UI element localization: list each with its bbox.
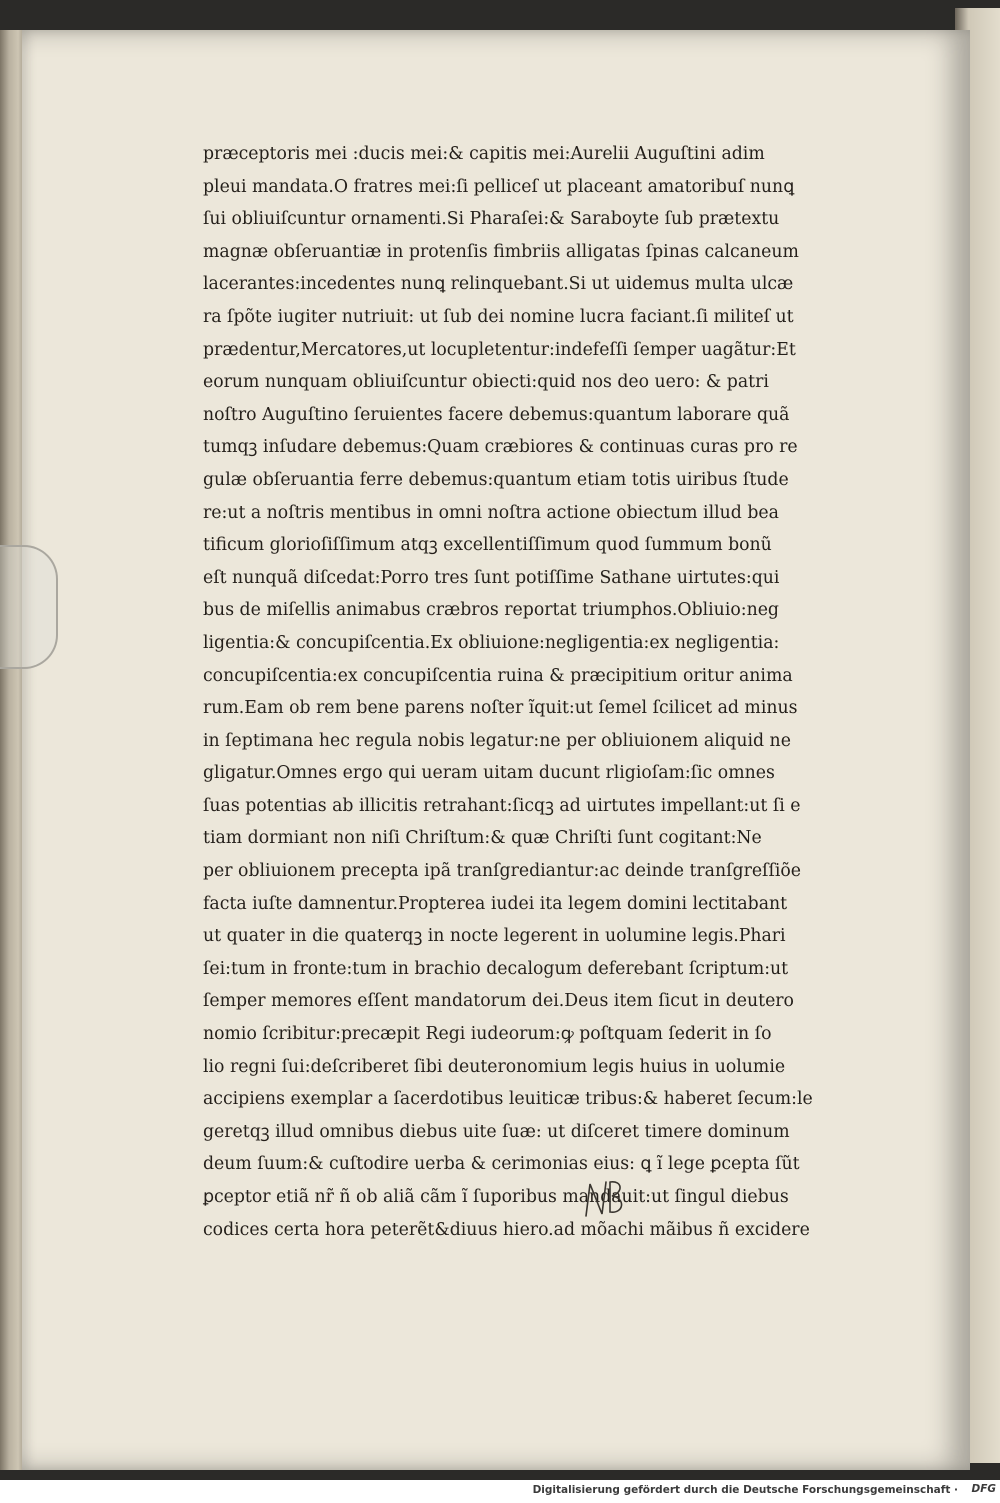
text-line: prædentur,Mercatores,ut locupletentur:indefeſſi ſemper uagãtur:Et xyxy=(203,339,796,360)
text-line: accipiens exemplar a ſacerdotibus leuiticæ tribus:& haberet ſecum:le xyxy=(203,1089,813,1110)
handwritten-mark-icon xyxy=(582,1176,630,1222)
text-line: codices certa hora peterẽt&diuus hiero.ad mõachi mãibus ñ excidere xyxy=(203,1219,810,1240)
text-line: concupiſcentia:ex concupiſcentia ruina & præcipitium oritur anima xyxy=(203,665,793,686)
text-line: facta iuſte damnentur.Propterea iudei ita legem domini lectitabant xyxy=(203,893,788,914)
text-line: magnæ obſeruantiæ in protenſis fimbriis alligatas ſpinas calcaneum xyxy=(203,241,799,262)
text-line: deum ſuum:& cuſtodire uerba & cerimonias eius: ꝗ ĩ lege ꝑcepta ſũt xyxy=(203,1154,800,1175)
footer-bar xyxy=(0,1480,1000,1503)
facing-page-marks xyxy=(988,240,1000,570)
text-line: lacerantes:incedentes nunꝗ relinquebant.Si ut uidemus multa ulcæ xyxy=(203,274,794,295)
text-line: lio regni ſui:deſcriberet ſibi deuteronomium legis huius in uolumie xyxy=(203,1056,786,1077)
text-line: tificum glorioſiſſimum atqꝫ excellentiſſimum quod ſummum bonũ xyxy=(203,535,772,556)
text-line: nomio ſcribitur:precæpit Regi iudeorum:ꝙ poſtquam ſederit in ſo xyxy=(203,1024,772,1045)
text-line: tumqꝫ inſudare debemus:Quam cræbiores & continuas curas pro re xyxy=(203,437,798,458)
text-line: noſtro Auguſtino ſeruientes facere debemus:quantum laborare quã xyxy=(203,404,790,425)
text-line: per obliuionem precepta ipã tranſgrediantur:ac deinde tranſgreſſiõe xyxy=(203,861,802,882)
text-line: ra ſpõte iugiter nutriuit: ut ſub dei nomine lucra faciant.ſi militeſ ut xyxy=(203,306,794,327)
text-line: eorum nunquam obliuiſcuntur obiecti:quid nos deo uero: & patri xyxy=(203,372,769,393)
text-line: gligatur.Omnes ergo qui ueram uitam ducunt rligioſam:ſic omnes xyxy=(203,763,775,784)
text-line: rum.Eam ob rem bene parens noſter ĩquit:ut ſemel ſcilicet ad minus xyxy=(203,698,798,719)
page-clip xyxy=(0,545,58,669)
funding-notice: Digitalisierung gefördert durch die Deutsche Forschungsgemeinschaft · xyxy=(532,1484,958,1496)
text-line: ſei:tum in fronte:tum in brachio decalogum deferebant ſcriptum:ut xyxy=(203,958,789,979)
text-line: eſt nunquã diſcedat:Porro tres ſunt potiſſime Sathane uirtutes:qui xyxy=(203,567,780,588)
text-line: ſui obliuiſcuntur ornamenti.Si Pharaſei:& Saraboyte ſub prætextu xyxy=(203,209,780,230)
text-line: tiam dormiant non niſi Chriſtum:& quæ Chriſti ſunt cogitant:Ne xyxy=(203,828,762,849)
text-line: ꝑceptor etiã nr̃ ñ ob aliã cãm ĩ ſuporibus mandauit:ut ſingul diebus xyxy=(203,1187,789,1207)
text-line: in ſeptimana hec regula nobis legatur:ne per obliuionem aliquid ne xyxy=(203,730,791,751)
text-line: ut quater in die quaterqꝫ in nocte legerent in uolumine legis.Phari xyxy=(203,926,786,947)
text-line: pleui mandata.O fratres mei:ſi pelliceſ ut placeant amatoribuſ nunꝗ xyxy=(203,176,795,197)
text-line: bus de miſellis animabus cræbros reportat triumphos.Obliuio:neg xyxy=(203,600,779,621)
text-line: re:ut a noſtris mentibus in omni noſtra actione obiectum illud bea xyxy=(203,502,779,523)
text-line: geretqꝫ illud omnibus diebus uite ſuæ: ut diſceret timere dominum xyxy=(203,1121,790,1142)
text-line: præceptoris mei :ducis mei:& capitis mei:Aurelii Auguſtini adim xyxy=(203,144,765,164)
dfg-logo: DFG xyxy=(971,1483,996,1495)
text-line: ſuas potentias ab illicitis retrahant:ſicqꝫ ad uirtutes impellant:ut ſi e xyxy=(203,795,801,816)
page-text xyxy=(203,138,903,1246)
text-line: ligentia:& concupiſcentia.Ex obliuione:negligentia:ex negligentia: xyxy=(203,632,780,653)
text-line: ſemper memores eſſent mandatorum dei.Deus item ſicut in deutero xyxy=(203,991,794,1012)
text-line: gulæ obſeruantia ferre debemus:quantum etiam totis uiribus ſtude xyxy=(203,469,789,490)
